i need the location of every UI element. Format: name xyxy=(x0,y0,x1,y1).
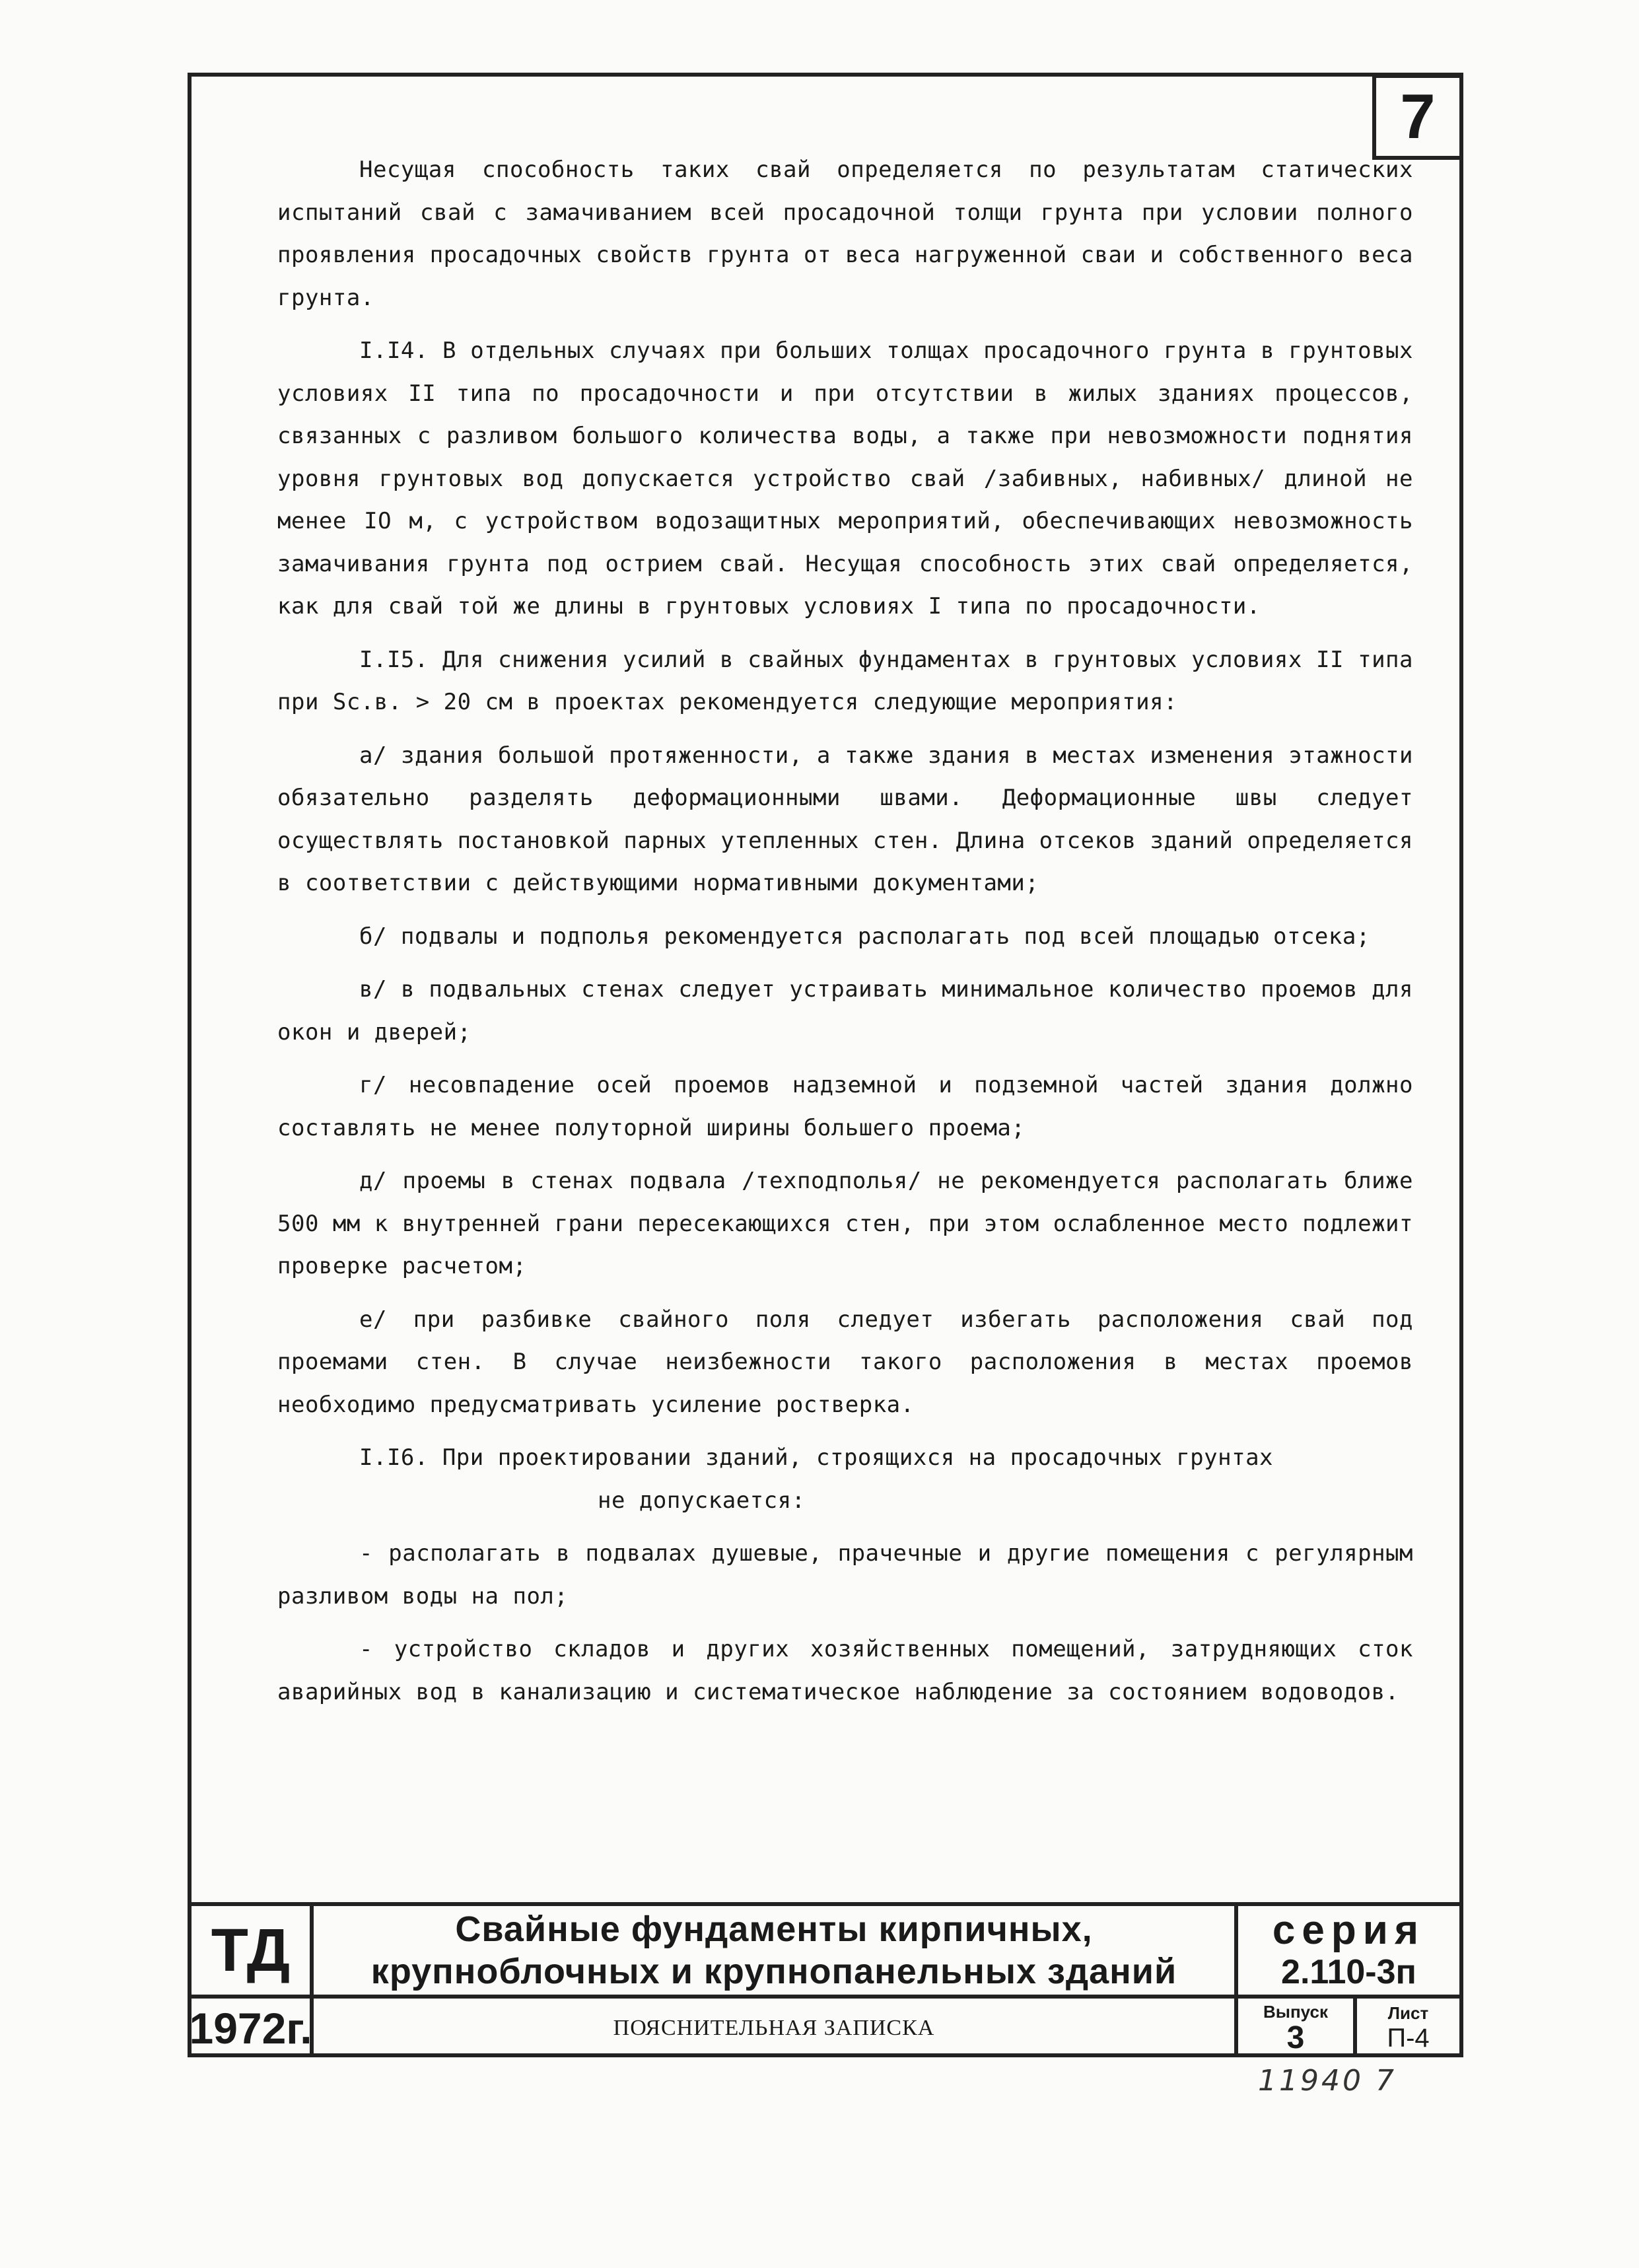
stamp-year: 1972г. xyxy=(192,1999,314,2057)
title-block xyxy=(188,1902,1463,2057)
stamp-series xyxy=(1238,1906,1459,1999)
stamp-series-label: серия xyxy=(1272,1907,1426,1953)
stamp-issue-value: 3 xyxy=(1286,2020,1305,2055)
page-number: 7 xyxy=(1372,74,1463,160)
stamp-issue-label: Выпуск xyxy=(1263,2001,1328,2022)
paragraph-1: Несущая способность таких свай определяется по результатам статических испытаний свай с замачиванием всей просадочной толщи грунта при условии полного проявления просадочных свойств грунта от веса нагруженной сваи и собственного веса грунта. xyxy=(277,157,1413,311)
stamp-series-value: 2.110-3п xyxy=(1281,1953,1416,1991)
paragraph-1-15: I.I5. Для снижения усилий в свайных фундаментах в грунтовых условиях II типа при Sс.в. > 20 см в проектах рекомендуется следующие мероприятия: xyxy=(277,646,1413,715)
stamp-title-line2: крупноблочных и крупнопанельных зданий xyxy=(370,1952,1177,1991)
item-e: е/ при разбивке свайного поля следует избегать расположения свай под проемами стен. В случае неизбежности такого расположения в местах проемов необходимо предусматривать усиление ростверка. xyxy=(277,1306,1413,1418)
dash-item-2: - устройство складов и других хозяйственных помещений, затрудняющих сток аварийных вод в канализацию и систематическое наблюдение за состоянием водоводов. xyxy=(277,1636,1413,1705)
stamp-org: ТД xyxy=(192,1906,314,1999)
item-g: г/ несовпадение осей проемов надземной и подземной частей здания должно составлять не менее полуторной ширины большего проема; xyxy=(277,1072,1413,1141)
item-v: в/ в подвальных стенах следует устраивать минимальное количество проемов для окон и дверей; xyxy=(277,976,1413,1045)
stamp-title-line1: Свайные фундаменты кирпичных, xyxy=(455,1909,1093,1949)
dash-item-1: - располагать в подвалах душевые, прачечные и другие помещения с регулярным разливом воды на пол; xyxy=(277,1540,1413,1610)
stamp-issue xyxy=(1238,1999,1357,2057)
body-text xyxy=(277,149,1413,1724)
stamp-sheet xyxy=(1357,1999,1459,2057)
stamp-sheet-label: Лист xyxy=(1387,2002,1429,2023)
stamp-sheet-value: П-4 xyxy=(1387,2023,1430,2053)
stamp-subtitle: ПОЯСНИТЕЛЬНАЯ ЗАПИСКА xyxy=(314,1999,1238,2057)
item-b: б/ подвалы и подполья рекомендуется располагать под всей площадью отсека; xyxy=(359,923,1370,950)
handwritten-note: 11940 7 xyxy=(1258,2064,1397,2098)
paragraph-1-16: I.I6. При проектировании зданий, строящихся на просадочных грунтах xyxy=(359,1444,1274,1471)
item-d: д/ проемы в стенах подвала /техподполья/ не рекомендуется располагать ближе 500 мм к внутренней грани пересекающихся стен, при этом ослабленное место подлежит проверке расчетом; xyxy=(277,1168,1413,1279)
paragraph-1-14: I.I4. В отдельных случаях при больших толщах просадочного грунта в грунтовых условиях II типа по просадочности и при отсутствии в жилых зданиях процессов, связанных с разливом большого количества воды, а также при невозможности поднятия уровня грунтовых вод допускается устройство свай /забивных, набивных/ длиной не менее IO м, с устройством водозащитных мероприятий, обеспечивающих невозможность замачивания грунта под острием свай. Несущая способность этих свай определяется, как для свай той же длины в грунтовых условиях I типа по просадочности. xyxy=(277,337,1413,620)
stamp-title xyxy=(314,1906,1238,1999)
item-a: а/ здания большой протяженности, а также здания в местах изменения этажности обязательно разделять деформационными швами. Деформационные швы следует осуществлять постановкой парных утепленных стен. Длина отсеков зданий определяется в соответствии с действующими нормативными документами; xyxy=(277,742,1413,896)
paragraph-not-allowed: не допускается: xyxy=(598,1487,806,1514)
